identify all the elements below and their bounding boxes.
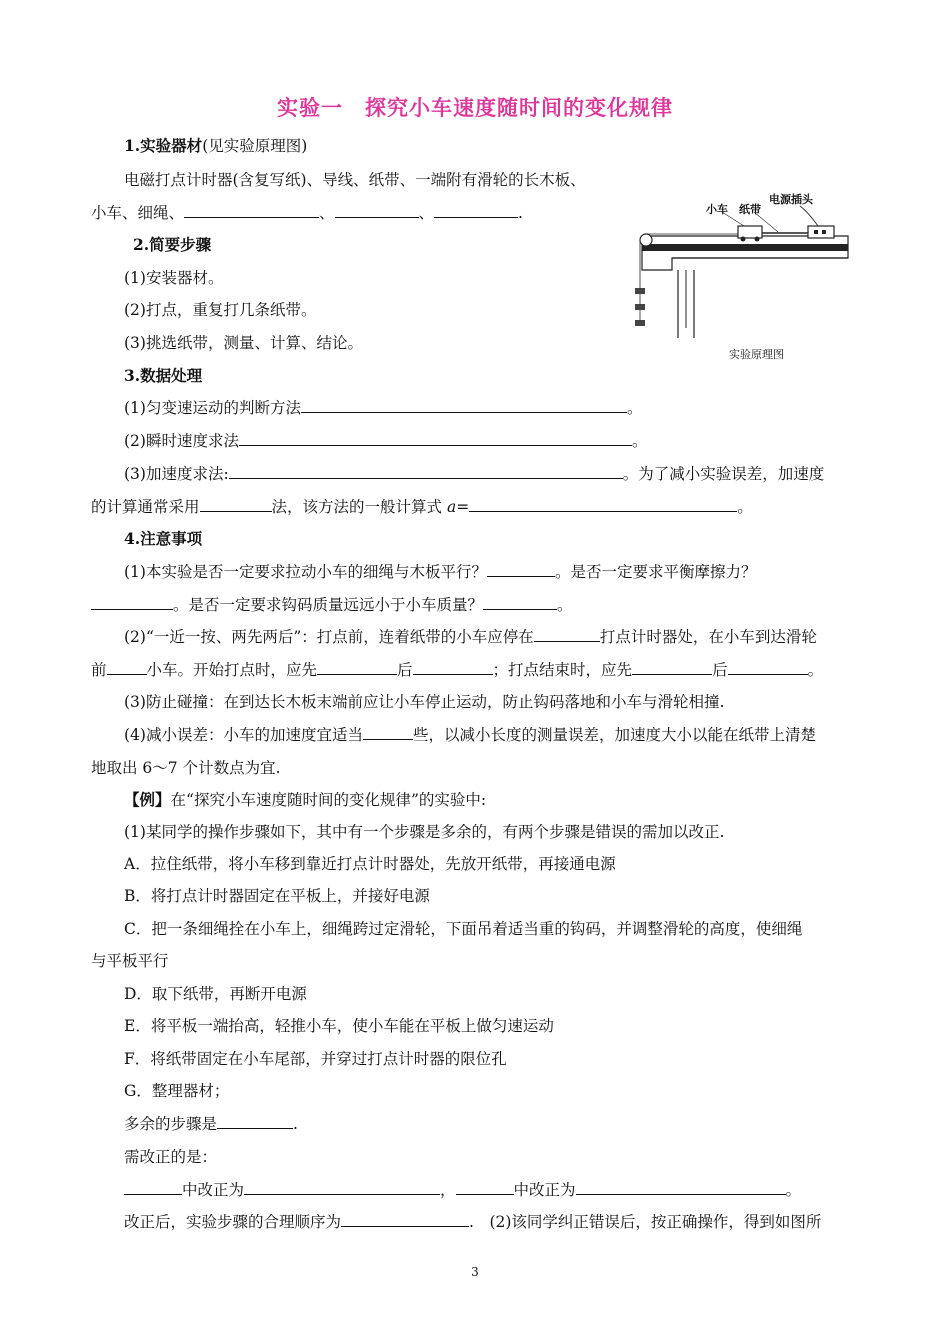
note-4-cont: 地取出 6～7 个计数点为宜. <box>91 759 281 777</box>
option-e: E．将平板一端抬高，轻推小车，使小车能在平板上做匀速运动 <box>124 1017 554 1035</box>
blank[interactable] <box>487 562 555 577</box>
data-item-3-cont: 的计算通常采用 法，该方法的一般计算式 a= 。 <box>91 498 753 516</box>
data-item-3: (3)加速度求法: 。为了减小实验误差，加速度 <box>124 465 825 483</box>
blank[interactable] <box>434 203 518 218</box>
option-b: B．将打点计时器固定在平板上，并接好电源 <box>124 887 430 905</box>
fix-line: 中改正为 ， 中改正为 。 <box>124 1180 801 1200</box>
blank[interactable] <box>124 1180 182 1195</box>
blank[interactable] <box>317 660 397 675</box>
blank[interactable] <box>217 1114 293 1129</box>
note-2-cont: 前 小车。开始打点时，应先 后 ；打点结束时，应先 后 。 <box>91 661 824 679</box>
blank[interactable] <box>534 627 600 642</box>
data-item-1: (1)匀变速运动的判断方法 。 <box>124 399 643 417</box>
blank[interactable] <box>632 660 712 675</box>
page-title: 实验一 探究小车速度随时间的变化规律 <box>277 96 673 120</box>
blank[interactable] <box>728 660 808 675</box>
example-question-1: (1)某同学的操作步骤如下，其中有一个步骤是多余的，有两个步骤是错误的需加以改正. <box>124 823 725 841</box>
section-4-heading: 4.注意事项 <box>124 529 203 548</box>
blank[interactable] <box>363 725 413 740</box>
label-tape: 纸带 <box>739 203 761 216</box>
label-cart: 小车 <box>706 203 728 216</box>
option-c-cont: 与平板平行 <box>91 952 169 970</box>
blank[interactable] <box>469 497 737 512</box>
blank[interactable] <box>301 398 627 413</box>
page-number: 3 <box>471 1265 479 1279</box>
section-1-heading: 1.实验器材(见实验原理图) <box>124 136 308 155</box>
extra-step-line: 多余的步骤是 . <box>124 1115 298 1133</box>
experiment-diagram <box>628 188 860 368</box>
blank[interactable] <box>244 1180 440 1195</box>
blank[interactable] <box>413 660 493 675</box>
option-g: G．整理器材； <box>124 1082 230 1100</box>
blank[interactable] <box>341 1212 469 1227</box>
data-item-2: (2)瞬时速度求法 。 <box>124 432 648 450</box>
blank[interactable] <box>91 595 173 610</box>
option-f: F．将纸带固定在小车尾部，并穿过打点计时器的限位孔 <box>124 1050 507 1068</box>
blank[interactable] <box>200 497 272 512</box>
order-line: 改正后，实验步骤的合理顺序为 . (2)该同学纠正错误后，按正确操作，得到如图所 <box>124 1213 822 1231</box>
label-plug: 电源插头 <box>769 193 813 206</box>
section-3-heading: 3.数据处理 <box>124 366 203 385</box>
option-a: A．拉住纸带，将小车移到靠近打点计时器处，先放开纸带，再接通电源 <box>124 855 616 873</box>
blank[interactable] <box>456 1180 514 1195</box>
blank[interactable] <box>107 660 147 675</box>
example-intro: 【例】在“探究小车速度随时间的变化规律”的实验中: <box>124 790 487 809</box>
blank[interactable] <box>483 595 557 610</box>
note-1: (1)本实验是否一定要求拉动小车的细绳与木板平行？ 。是否一定要求平衡摩擦力？ <box>124 563 757 581</box>
equipment-line: 电磁打点计时器(含复写纸)、导线、纸带、一端附有滑轮的长木板、 <box>124 171 586 189</box>
step-item: (2)打点，重复打几条纸带。 <box>124 301 317 319</box>
note-1-cont: 。是否一定要求钩码质量远远小于小车质量？ 。 <box>91 595 573 615</box>
note-4: (4)减小误差：小车的加速度宜适当 些，以减小长度的测量误差，加速度大小以能在纸带上清楚 <box>124 726 816 744</box>
blank[interactable] <box>335 203 419 218</box>
option-c: C．把一条细绳拴在小车上，细绳跨过定滑轮，下面吊着适当重的钩码，并调整滑轮的高度，使细绳 <box>124 920 803 938</box>
figure-caption: 实验原理图 <box>729 348 784 361</box>
blank[interactable] <box>576 1180 786 1195</box>
blank[interactable] <box>239 431 632 446</box>
equipment-blanks-line: 小车、细绳、 、 、 . <box>91 204 523 222</box>
blank[interactable] <box>184 203 319 218</box>
blank[interactable] <box>229 464 623 479</box>
fix-heading: 需改正的是： <box>124 1148 218 1166</box>
section-2-heading: 2.简要步骤 <box>133 235 212 254</box>
note-2: (2)“一近一按、两先两后”：打点前，连着纸带的小车应停在 打点计时器处，在小车到达滑轮 <box>124 628 817 646</box>
step-item: (3)挑选纸带，测量、计算、结论。 <box>124 334 363 352</box>
note-3: (3)防止碰撞：在到达长木板末端前应让小车停止运动，防止钩码落地和小车与滑轮相撞. <box>124 693 725 711</box>
step-item: (1)安装器材。 <box>124 269 224 287</box>
option-d: D．取下纸带，再断开电源 <box>124 985 307 1003</box>
